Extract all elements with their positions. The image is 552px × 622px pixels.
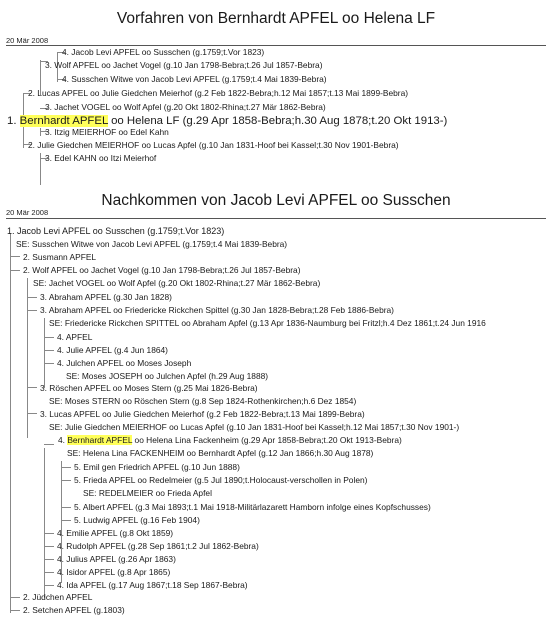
descendant-row-number: 4. [58, 435, 65, 445]
highlighted-name: Bernhardt APFEL [19, 115, 108, 127]
connector [61, 520, 71, 521]
descendant-row: 5. Frieda APFEL oo Redelmeier (g.5 Jul 1890;t.Holocaust-verschollen in Polen) [74, 475, 368, 485]
descendant-row: 4. Julius APFEL (g.26 Apr 1863) [57, 554, 176, 564]
descendant-row: 3. Abraham APFEL (g.30 Jan 1828) [40, 292, 172, 302]
ancestor-root-details: oo Helena LF (g.29 Apr 1858-Bebra;h.30 Aug 1878;t.20 Okt 1913-) [107, 115, 448, 127]
ancestor-row: 2. Lucas APFEL oo Julie Giedchen Meierhof (g.2 Feb 1822-Bebra;h.12 Mai 1857;t.13 Mai 1899-Bebra) [28, 88, 409, 98]
connector [44, 533, 54, 534]
descendant-row: SE: Julie Giedchen MEIERHOF oo Lucas Apfel (g.10 Jan 1831-Hoof bei Kassel;h.12 Mai 1857;t.30 Nov 1901-) [49, 422, 460, 432]
descendant-row: 4. Julchen APFEL oo Moses Joseph [57, 358, 192, 368]
descendant-row: SE: Jachet VOGEL oo Wolf Apfel (g.20 Okt 1802-Rhina;t.27 Mär 1862-Bebra) [33, 278, 321, 288]
connector [10, 270, 20, 271]
ancestor-row: 3. Itzig MEIERHOF oo Edel Kahn [45, 127, 169, 137]
connector [10, 233, 11, 613]
connector [27, 297, 37, 298]
descendant-row: 5. Ludwig APFEL (g.16 Feb 1904) [74, 515, 200, 525]
descendant-row: SE: Moses JOSEPH oo Julchen Apfel (h.29 Aug 1888) [66, 371, 269, 381]
descendants-rule [6, 218, 546, 219]
connector [44, 350, 54, 351]
connector [10, 597, 20, 598]
connector [27, 413, 37, 414]
descendant-row: 2. Jüdchen APFEL [23, 592, 93, 602]
connector [44, 337, 54, 338]
connector [27, 278, 28, 438]
descendant-row: 4. APFEL [57, 332, 93, 342]
descendant-row: 5. Albert APFEL (g.3 Mai 1893;t.1 Mai 1918-Militärlazarett Hamborn infolge eines Kopfschusses) [74, 502, 431, 512]
descendant-row: 4. Ida APFEL (g.17 Aug 1867;t.18 Sep 1867-Bebra) [57, 580, 248, 590]
connector [27, 387, 37, 388]
ancestors-rule [6, 45, 546, 46]
connector [61, 507, 71, 508]
ancestor-row: 3. Edel KAHN oo Itzi Meierhof [45, 153, 157, 163]
descendant-row: 4. Isidor APFEL (g.8 Apr 1865) [57, 567, 171, 577]
descendant-row: SE: Friedericke Rickchen SPITTEL oo Abraham Apfel (g.13 Apr 1836-Naumburg bei Fritzl;h.4 Dez 1861;t.24 Jun 1916 [49, 318, 486, 328]
descendant-row: SE: Helena Lina FACKENHEIM oo Bernhardt Apfel (g.12 Jan 1866;h.30 Aug 1878) [67, 448, 374, 458]
connector [44, 585, 54, 586]
connector [44, 546, 54, 547]
descendant-row: 5. Emil gen Friedrich APFEL (g.10 Jun 1888) [74, 462, 240, 472]
connector [10, 256, 20, 257]
descendant-row: 3. Röschen APFEL oo Moses Stern (g.25 Mai 1826-Bebra) [40, 383, 258, 393]
descendants-date: 20 Mär 2008 [6, 208, 49, 217]
descendant-row: 3. Abraham APFEL oo Friedericke Rickchen Spittel (g.30 Jan 1828-Bebra;t.28 Feb 1886-Bebra) [40, 305, 394, 315]
descendant-row: 2. Wolf APFEL oo Jachet Vogel (g.10 Jan 1798-Bebra;t.26 Jul 1857-Bebra) [23, 265, 301, 275]
descendant-row: 4. Emilie APFEL (g.8 Okt 1859) [57, 528, 174, 538]
ancestor-row: 4. Susschen Witwe von Jacob Levi APFEL (g.1759;t.4 Mai 1839-Bebra) [62, 74, 327, 84]
connector [61, 480, 71, 481]
descendant-row: SE: REDELMEIER oo Frieda Apfel [83, 488, 212, 498]
descendant-row: 4. Rudolph APFEL (g.28 Sep 1861;t.2 Jul 1862-Bebra) [57, 541, 259, 551]
connector [44, 448, 45, 598]
descendant-row: 2. Setchen APFEL (g.1803) [23, 605, 125, 615]
descendant-row: 4. Julie APFEL (g.4 Jun 1864) [57, 345, 168, 355]
connector [44, 318, 45, 388]
connector [44, 444, 54, 445]
ancestors-title: Vorfahren von Bernhardt APFEL oo Helena LF [116, 10, 436, 27]
descendants-title: Nachkommen von Jacob Levi APFEL oo Susschen [101, 192, 451, 209]
descendant-row: SE: Susschen Witwe von Jacob Levi APFEL (g.1759;t.4 Mai 1839-Bebra) [16, 239, 288, 249]
connector [40, 128, 41, 136]
connector [27, 310, 37, 311]
ancestor-root-number: 1. [7, 115, 17, 127]
descendant-row: SE: Moses STERN oo Röschen Stern (g.8 Sep 1824-Rothenkirchen;h.6 Dez 1854) [49, 396, 357, 406]
descendant-row: 1. Jacob Levi APFEL oo Susschen (g.1759;t.Vor 1823) [7, 226, 225, 236]
connector [61, 467, 71, 468]
descendant-row: 3. Lucas APFEL oo Julie Giedchen Meierhof (g.2 Feb 1822-Bebra;t.13 Mai 1899-Bebra) [40, 409, 365, 419]
ancestor-row: 3. Jachet VOGEL oo Wolf Apfel (g.20 Okt 1802-Rhina;t.27 Mär 1862-Bebra) [45, 102, 326, 112]
connector [44, 363, 54, 364]
ancestors-date: 20 Mär 2008 [6, 36, 49, 45]
connector [44, 572, 54, 573]
connector [10, 610, 20, 611]
descendant-highlight-row [58, 435, 402, 445]
ancestor-row: 2. Julie Giedchen MEIERHOF oo Lucas Apfel (g.10 Jan 1831-Hoof bei Kassel;t.30 Nov 1901-Bebra) [28, 140, 399, 150]
descendant-row: 2. Susmann APFEL [23, 252, 97, 262]
ancestor-row: 3. Wolf APFEL oo Jachet Vogel (g.10 Jan 1798-Bebra;t.26 Jul 1857-Bebra) [45, 60, 323, 70]
descendant-row-details: oo Helena Lina Fackenheim (g.29 Apr 1858-Bebra;t.20 Okt 1913-Bebra) [132, 435, 402, 445]
ancestor-row: 4. Jacob Levi APFEL oo Susschen (g.1759;t.Vor 1823) [62, 47, 265, 57]
highlighted-name: Bernhardt APFEL [67, 435, 133, 445]
connector [44, 559, 54, 560]
